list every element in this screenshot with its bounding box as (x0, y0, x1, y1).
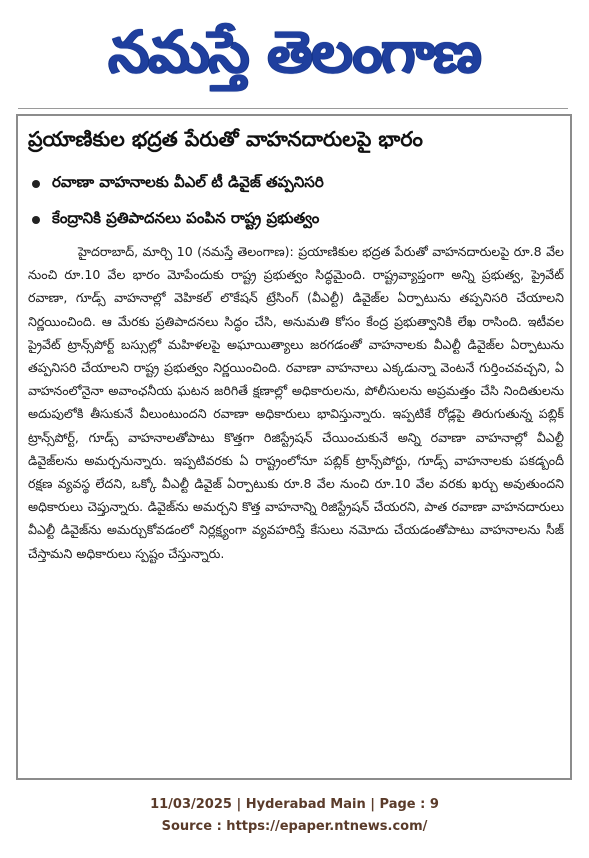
bullet-text: రవాణా వాహనాలకు వీఎల్ టీ డివైజ్ తప్పనిసరి (52, 173, 324, 191)
article-headline: ప్రయాణికుల భద్రత పేరుతో వాహనదారులపై భారం (28, 127, 423, 151)
footer-dateline: 11/03/2025 | Hyderabad Main | Page : 9 (150, 797, 439, 812)
article-bullets (26, 166, 566, 238)
article-body: హైదరాబాద్, మార్చి 10 (నమస్తే తెలంగాణ): ప్రయాణికుల భద్రత పేరుతో వాహనదారులపై రూ.8 వేల నుంచి రూ.10 వేల భారం మోపేందుకు రాష్ట్ర ప్రభుత్వం సిద్ధమైంది. రాష్ట్రవ్యాప్తంగా అన్ని ప్రభుత్వ, ప్రైవేట్ రవాణా, గూడ్స్ వాహనాల్లో వెహికల్ లొకేషన్ ట్రేసింగ్ (వీఎల్టీ) డివైజ్‌ల ఏర్పాటును తప్పనిసరి చేయాలని నిర్ణయించింది. ఆ మేరకు ప్రతిపాదనలు సిద్ధం చేసి, అనుమతి కోసం కేంద్ర ప్రభుత్వానికి లేఖ రాసింది. ఇటీవల ప్రైవేట్ ట్రాన్స్‌పోర్ట్ బస్సుల్లో మహిళలపై అఘాయిత్యాలు జరగడంతో వాహనాలకు వీఎల్టీ డివైజ్‌ల ఏర్పాటును తప్పనిసరి చేయాలని రాష్ట్ర ప్రభుత్వం నిర్ణయించింది. రవాణా వాహనాలు ఎక్కడున్నా వెంటనే గుర్తించవచ్చని, ఏ వాహనంలోనైనా అవాంఛనీయ ఘటన జరిగితే క్షణాల్లో అధికారులను, పోలీసులను అప్రమత్తం చేసి నిందితులను అదుపులోకి తీసుకునే వీలుంటుందని రవాణా అధికారులు భావిస్తున్నారు. ఇప్పటికే రోడ్లపై తిరుగుతున్న పబ్లిక్ ట్రాన్స్‌పోర్ట్, గూడ్స్ వాహనాలతోపాటు కొత్తగా రిజిస్ట్రేషన్ చేయించుకునే అన్ని రవాణా వాహనాల్లో వీఎల్టీ డివైజ్‌లను అమర్చనున్నారు. ఇప్పటివరకు ఏ రాష్ట్రంలోనూ పబ్లిక్ ట్రాన్స్‌పోర్టు, గూడ్స్ వాహనాలకు పకడ్బందీ రక్షణ వ్యవస్థ లేదని, ఒక్కో వీఎల్టీ డివైజ్ ఏర్పాటుకు రూ.8 వేల నుంచి రూ.10 వేల వరకు ఖర్చు అవుతుందని అధికారులు చెప్తున్నారు. డివైజ్‌ను అమర్చని కొత్త వాహనాన్ని రిజిస్ట్రేషన్ చేయరని, పాత రవాణా వాహనదారులు వీఎల్టీ డివైజ్‌ను అమర్చుకోవడంలో నిర్లక్ష్యంగా వ్యవహరిస్తే కేసులు నమోదు చేయడంతోపాటు వాహనాలను సీజ్ చేస్తామని అధికారులు స్పష్టం చేస్తున్నారు. (28, 244, 564, 561)
bullet-dot-icon (32, 216, 40, 224)
page-footer (0, 794, 589, 838)
bullet-text: కేంద్రానికి ప్రతిపాదనలు పంపిన రాష్ట్ర ప్రభుత్వం (52, 209, 320, 227)
footer-source-link[interactable]: Source : https://epaper.ntnews.com/ (161, 819, 428, 834)
masthead-divider (18, 108, 568, 109)
article-box (16, 114, 572, 780)
newspaper-logo: నమస్తే తెలంగాణ (108, 18, 481, 86)
bullet-item (26, 202, 566, 238)
masthead (0, 6, 589, 98)
bullet-dot-icon (32, 180, 40, 188)
bullet-item (26, 166, 566, 202)
